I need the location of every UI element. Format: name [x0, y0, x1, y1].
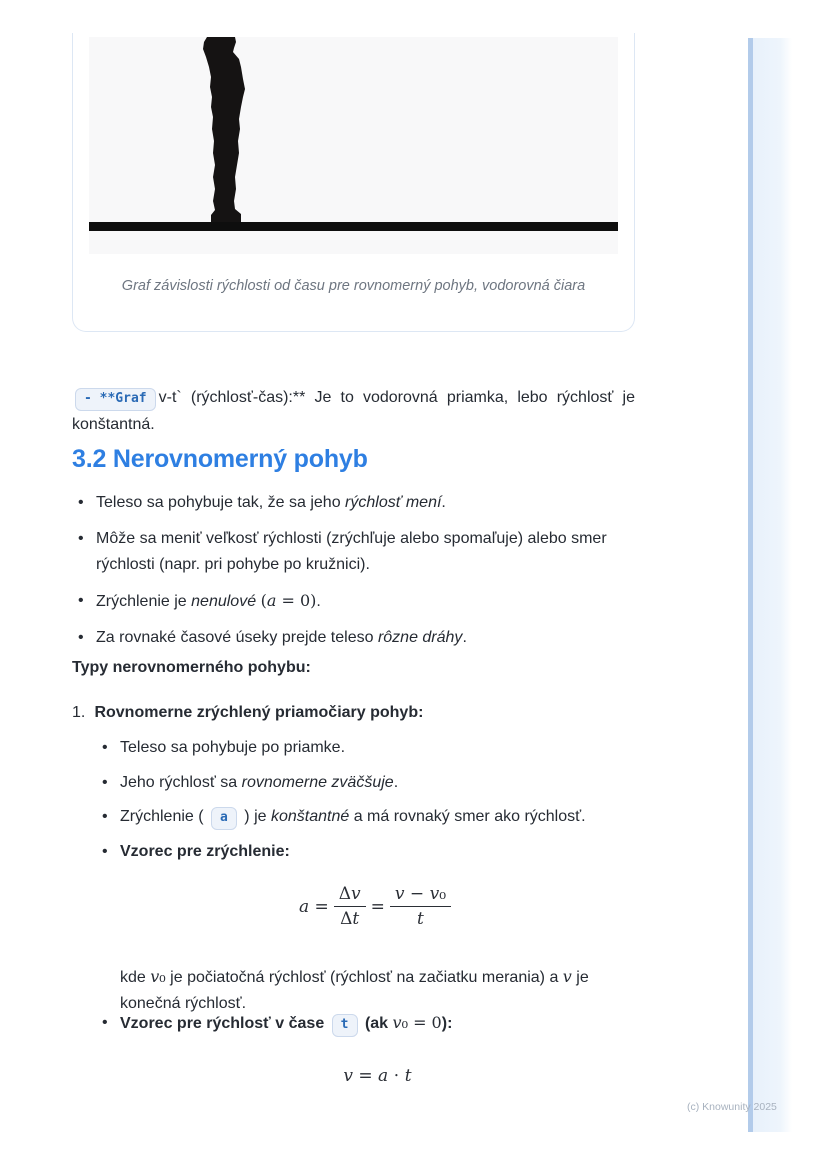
list-item: • Jeho rýchlosť sa rovnomerne zväčšuje.	[72, 770, 635, 796]
velocity-formula-label	[72, 1010, 635, 1037]
intro-paragraph: - **Graf v-t` (rýchlosť-čas):** Je to vodorovná priamka, lebo rýchlosť je konštantná.	[72, 389, 635, 434]
copyright-watermark: (c) Knowunity 2025	[687, 1101, 777, 1113]
formula-lhs: a =	[298, 896, 329, 917]
section-heading: 3.2 Nerovnomerný pohyb	[72, 445, 368, 473]
list-item: • Zrýchlenie je nenulové (a = 0).	[72, 588, 635, 615]
figure-caption: Graf závislosti rýchlosti od času pre rovnomerný pohyb, vodorovná čiara	[121, 278, 586, 294]
numbered-list	[72, 700, 635, 874]
numbered-item	[72, 700, 635, 726]
acceleration-formula	[120, 884, 635, 929]
fraction	[390, 884, 451, 929]
formula-equals: =	[370, 896, 385, 917]
person-silhouette-icon	[199, 37, 257, 223]
figure-card	[72, 33, 635, 332]
fraction	[334, 884, 366, 929]
list-item: • Môže sa meniť veľkosť rýchlosti (zrýchľuje alebo spomaľuje) alebo smer rýchlosti (napr. pri pohybe po kružnici).	[72, 526, 635, 578]
nested-bullet-list	[72, 735, 635, 866]
list-item: • Zrýchlenie ( a ) je konštantné a má rovnaký smer ako rýchlosť.	[72, 804, 635, 830]
list-item: • Vzorec pre zrýchlenie:	[72, 839, 635, 865]
fraction-denominator: t	[417, 909, 424, 929]
explanation-paragraph: kde v₀ je počiatočná rýchlosť (rýchlosť na začiatku merania) a v je konečná rýchlosť.	[120, 967, 589, 1013]
bullet-list	[72, 490, 635, 661]
numbered-item-title: Rovnomerne zrýchlený priamočiary pohyb:	[94, 704, 424, 721]
scrollbar-strip[interactable]	[748, 38, 792, 1132]
numbered-item-marker: 1.	[72, 704, 86, 721]
fraction-numerator: Δv	[334, 884, 366, 907]
list-item: • Vzorec pre rýchlosť v čase t (ak v₀ = 0):	[72, 1010, 635, 1037]
types-label: Typy nerovnomerného pohybu:	[72, 659, 311, 676]
figure-image	[89, 37, 618, 254]
list-item: • Za rovnaké časové úseky prejde teleso rôzne dráhy.	[72, 625, 635, 651]
ground-line	[89, 222, 618, 231]
fraction-numerator: v − v₀	[390, 884, 451, 907]
list-item: • Teleso sa pohybuje tak, že sa jeho rýchlosť mení.	[72, 490, 635, 516]
fraction-denominator: Δt	[340, 909, 360, 929]
velocity-formula: v = a ⋅ t	[343, 1066, 412, 1086]
list-item: • Teleso sa pohybuje po priamke.	[72, 735, 635, 761]
